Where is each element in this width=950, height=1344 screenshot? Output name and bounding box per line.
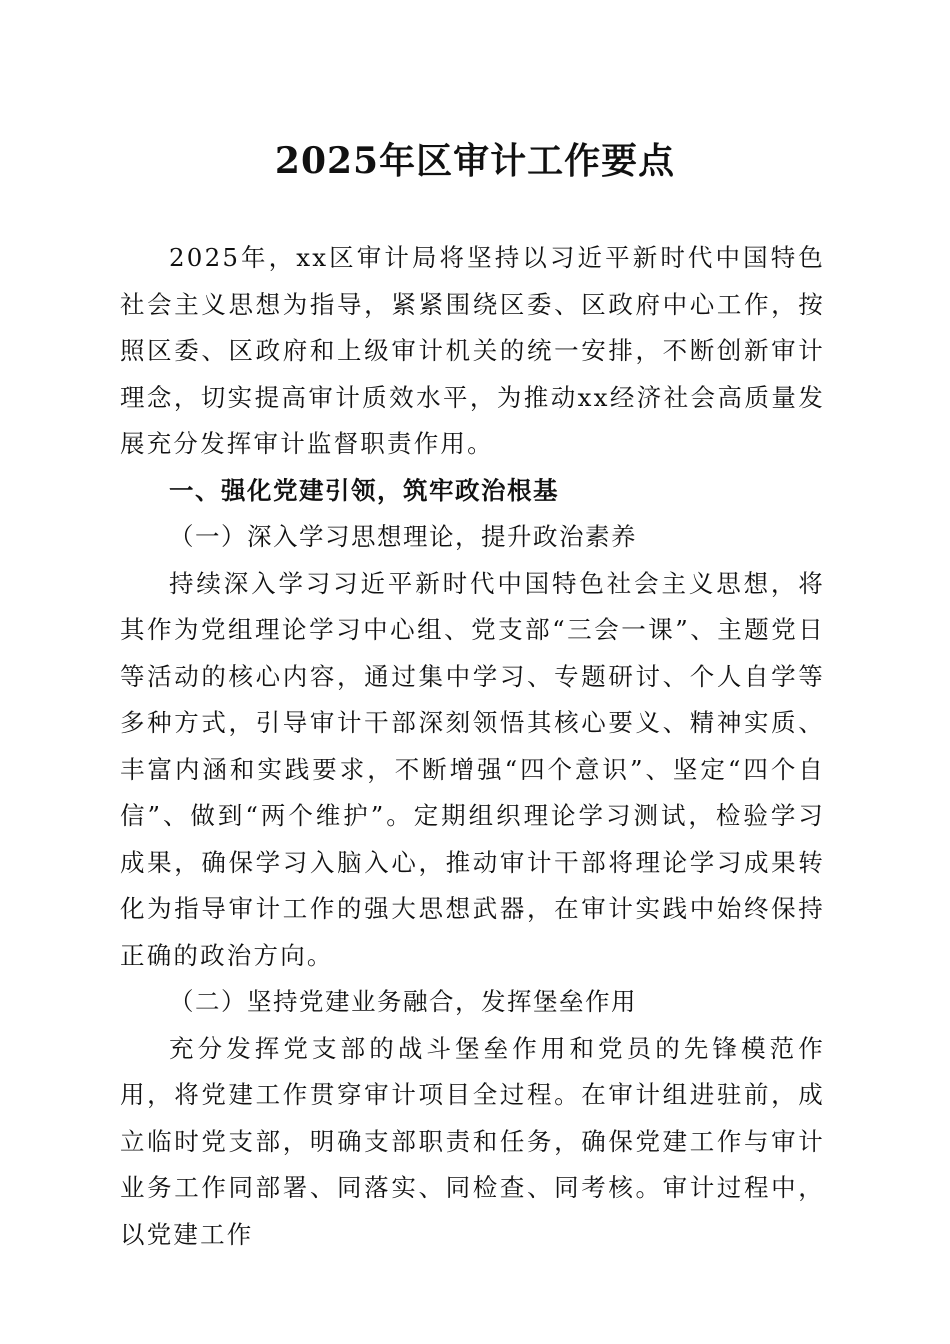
subsection-2-paragraph: 充分发挥党支部的战斗堡垒作用和党员的先锋模范作用，将党建工作贯穿审计项目全过程。在审计组进驻前，成立临时党支部，明确支部职责和任务，确保党建工作与审计业务工作同部署、同落实、同检查、同考核。审计过程中，以党建工作 xyxy=(120,1033,825,1249)
document-title: 2025年区审计工作要点 xyxy=(274,140,676,182)
subsection-1-paragraph: 持续深入学习习近平新时代中国特色社会主义思想，将其作为党组理论学习中心组、党支部“三会一课”、主题党日等活动的核心内容，通过集中学习、专题研讨、个人自学等多种方式，引导审计干部深刻领悟其核心要义、精神实质、丰富内涵和实践要求，不断增强“四个意识”、坚定“四个自信”、做到“两个维护”。定期组织理论学习测试，检验学习成果，确保学习入脑入心，推动审计干部将理论学习成果转化为指导审计工作的强大思想武器，在审计实践中始终保持正确的政治方向。 xyxy=(120,568,825,970)
subsection-1-heading: （一）深入学习思想理论，提升政治素养 xyxy=(169,522,637,551)
section-1-heading: 一、强化党建引领，筑牢政治根基 xyxy=(169,475,559,505)
subsection-2-heading: （二）坚持党建业务融合，发挥堡垒作用 xyxy=(169,987,637,1016)
intro-paragraph: 2025年，xx区审计局将坚持以习近平新时代中国特色社会主义思想为指导，紧紧围绕区委、区政府中心工作，按照区委、区政府和上级审计机关的统一安排，不断创新审计理念，切实提高审计质效水平，为推动xx经济社会高质量发展充分发挥审计监督职责作用。 xyxy=(120,243,825,458)
document-body xyxy=(120,235,825,1258)
